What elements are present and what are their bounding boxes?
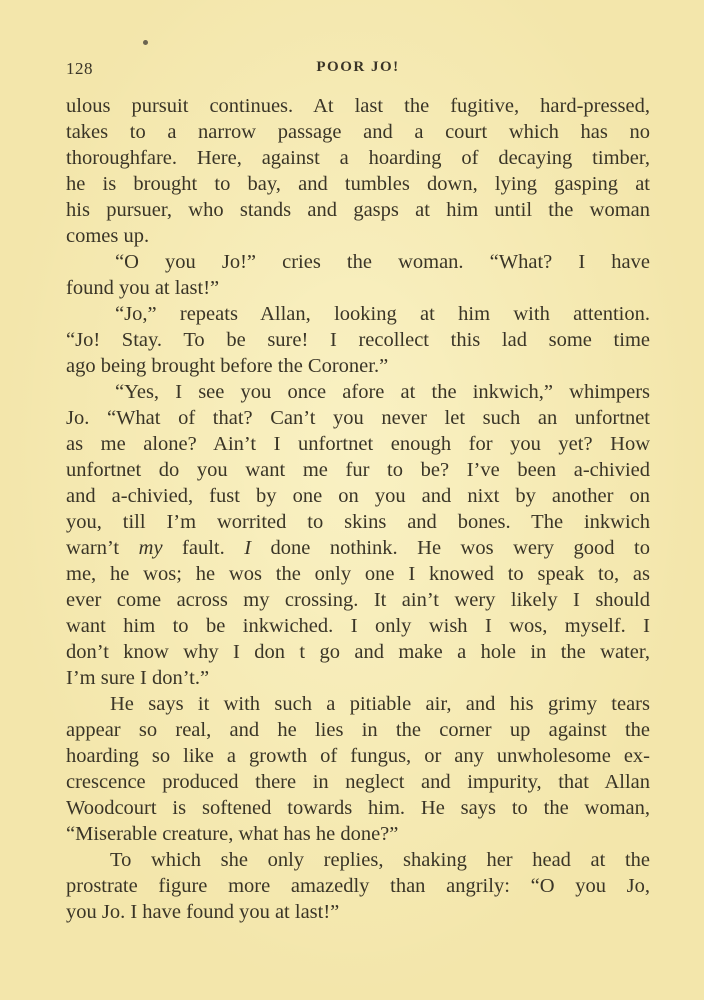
text-line: takes to a narrow passage and a court which has no	[66, 121, 650, 143]
text-line: “O you Jo!” cries the woman. “What? I have	[115, 251, 650, 273]
text-line: prostrate figure more amazedly than angrily: “O you Jo,	[66, 875, 650, 897]
text-line: don’t know why I don t go and make a hole in the water,	[66, 641, 650, 663]
text-line: thoroughfare. Here, against a hoarding of decaying timber,	[66, 147, 650, 169]
text-line: found you at last!”	[66, 277, 220, 299]
running-title: POOR JO!	[316, 59, 400, 75]
text-line: as me alone? Ain’t I unfortnet enough for you yet? How	[66, 433, 650, 455]
text-line: “Miserable creature, what has he done?”	[66, 823, 399, 845]
text-line: me, he wos; he wos the only one I knowed to speak to, as	[66, 563, 650, 585]
text-line: you Jo. I have found you at last!”	[66, 901, 340, 923]
text-line: and a-chivied, fust by one on you and nixt by another on	[66, 485, 650, 507]
text-line: appear so real, and he lies in the corner up against the	[66, 719, 650, 741]
text-line: his pursuer, who stands and gasps at him until the woman	[66, 199, 650, 221]
text-line: hoarding so like a growth of fungus, or any unwholesome ex-	[66, 745, 650, 767]
text-line: Jo. “What of that? Can’t you never let such an unfortnet	[66, 407, 650, 429]
text-line: ago being brought before the Coroner.”	[66, 355, 389, 377]
text-line: He says it with such a pitiable air, and his grimy tears	[110, 693, 650, 715]
running-head	[66, 59, 650, 79]
text-line: Woodcourt is softened towards him. He says to the woman,	[66, 797, 650, 819]
text-line: “Yes, I see you once afore at the inkwich,” whimpers	[115, 381, 650, 403]
text-line: you, till I’m worrited to skins and bones. The inkwich	[66, 511, 650, 533]
body-text	[66, 93, 650, 925]
text-line: To which she only replies, shaking her head at the	[110, 849, 650, 871]
text-line: want him to be inkwiched. I only wish I wos, myself. I	[66, 615, 650, 637]
text-line: ulous pursuit continues. At last the fugitive, hard-pressed,	[66, 95, 650, 117]
ink-speck	[143, 40, 148, 45]
page-number: 128	[66, 59, 93, 78]
text-line: I’m sure I don’t.”	[66, 667, 210, 689]
text-line: warn’t my fault. I done nothink. He wos wery good to	[66, 537, 650, 559]
text-line: comes up.	[66, 225, 150, 247]
text-line: crescence produced there in neglect and impurity, that Allan	[66, 771, 650, 793]
text-line: he is brought to bay, and tumbles down, lying gasping at	[66, 173, 650, 195]
text-line: “Jo,” repeats Allan, looking at him with attention.	[115, 303, 650, 325]
text-line: ever come across my crossing. It ain’t wery likely I should	[66, 589, 650, 611]
text-line: “Jo! Stay. To be sure! I recollect this lad some time	[66, 329, 650, 351]
text-line: unfortnet do you want me fur to be? I’ve been a-chivied	[66, 459, 650, 481]
